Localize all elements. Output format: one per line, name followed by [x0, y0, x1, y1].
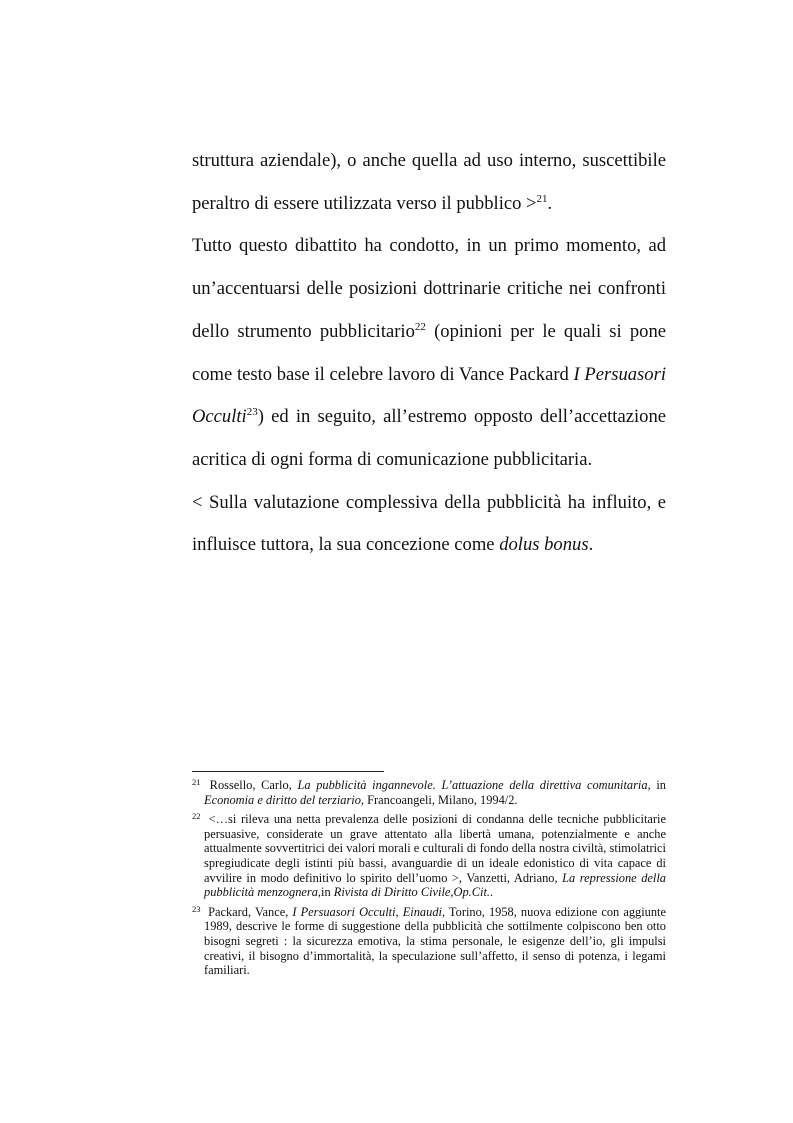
footnote-number: 21 [192, 777, 201, 787]
footnotes [192, 778, 666, 983]
footnote-separator [192, 771, 384, 772]
footnote-number: 23 [192, 903, 201, 914]
footnote-22: $^{22}$ <…si rileva una netta prevalenza delle posizioni di condanna delle tecniche pubblicitarie persuasive, considerate un grave attentato alla libertà umana, potenzialmente e anche attualmente sovvertitrici dei valori morali e culturali di fondo della nostra civiltà, stimolatrici spregiudicate degli istinti più bassi, avanguardie di un ideale edonistico di vita capace di avvilire in modo definitivo lo spirito dell’uomo >, Vanzetti, Adriano, La repressione della pubblicità menzognera,in Rivista di Diritto Civile,Op.Cit.. [192, 811, 667, 900]
footnote-ref-22[interactable]: 22 [414, 320, 426, 333]
paragraph-2: Tutto questo dibattito ha condotto, in un primo momento, ad un’accentuarsi delle posizioni dottrinarie critiche nei confronti dello strumento pubblicitario$^{22}$ (opinioni per le quali si pone come testo base il celebre lavoro di Vance Packard I Persuasori Occulti$^{23}$) ed in seguito, all’estremo opposto dell’accettazione acritica di ogni forma di comunicazione pubblicitaria. [192, 235, 666, 470]
latin-term: dolus bonus [499, 534, 589, 556]
footnote-21: $^{21}$ Rossello, Carlo, La pubblicità ingannevole. L’attuazione della direttiva comunitaria, in Economia e diritto del terziario, Francoangeli, Milano, 1994/2. [192, 777, 666, 807]
footnote-23: $^{23}$ Packard, Vance, I Persuasori Occulti, Einaudi, Torino, 1958, nuova edizione con aggiunte 1989, descrive le forme di suggestione della pubblicità che sottilmente colpiscono ben otto bisogni segreti : la sicurezza emotiva, la stima personale, le esigenze dell’io, gli impulsi creativi, il bisogno d’immortalità, la speculazione sull’affetto, il senso di potenza, i legami familiari. [192, 903, 666, 978]
book-title: I Persuasori Occulti [192, 363, 666, 428]
main-text [192, 140, 666, 567]
footnote-ref-23[interactable]: 23 [246, 406, 258, 419]
paragraph-1: struttura aziendale), o anche quella ad uso interno, suscettibile peraltro di essere utilizzata verso il pubblico >$^{21}$. [192, 150, 666, 214]
paragraph-3: < Sulla valutazione complessiva della pubblicità ha influito, e influisce tuttora, la sua concezione come dolus bonus. [192, 491, 666, 556]
footnote-ref-21[interactable]: 21 [536, 192, 548, 205]
footnote-number: 22 [192, 811, 201, 822]
